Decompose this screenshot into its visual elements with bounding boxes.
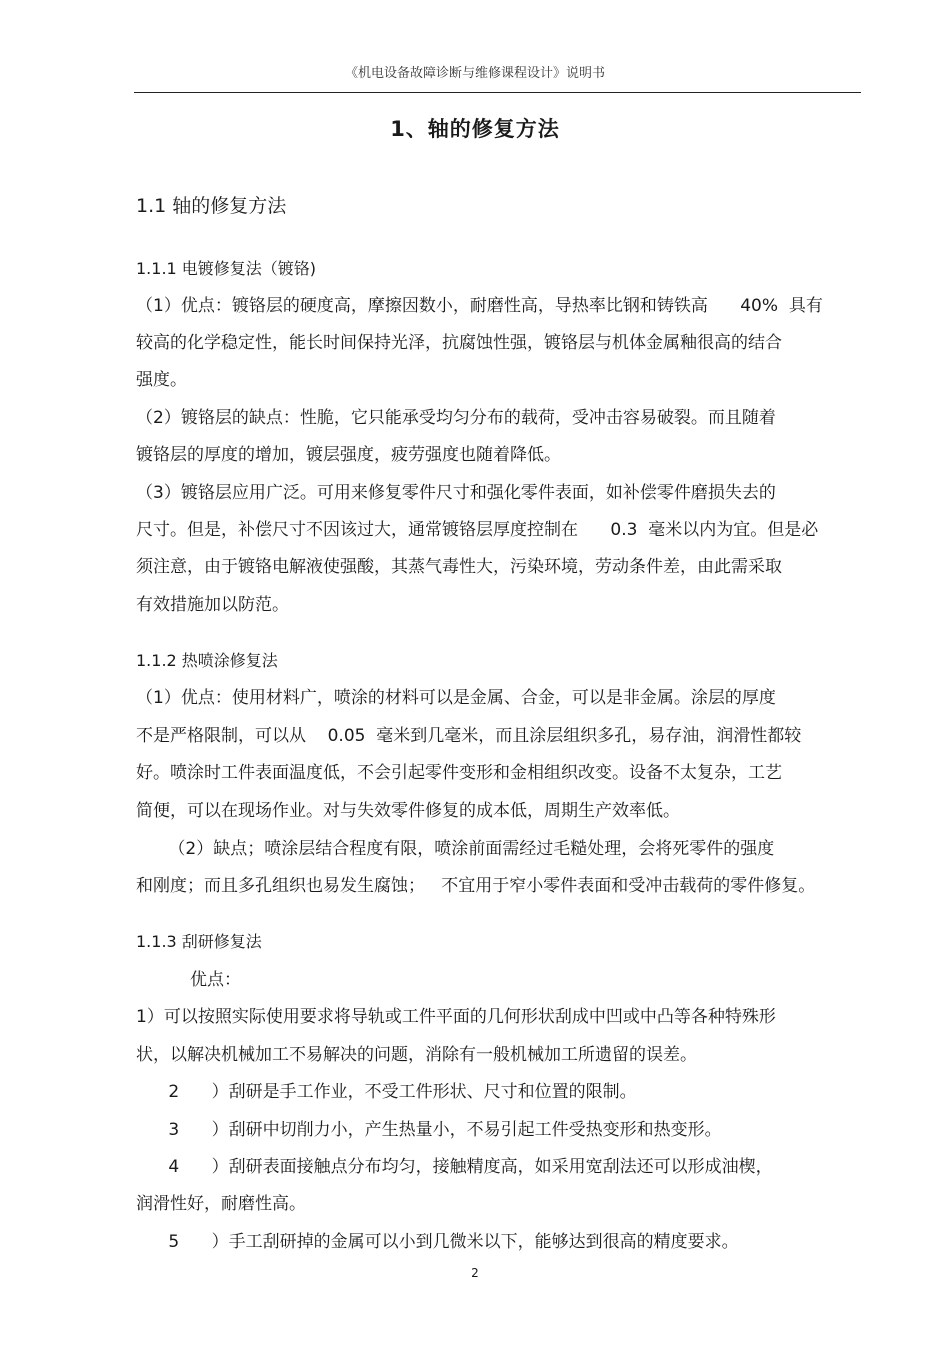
paragraph-line: （2）缺点；喷涂层结合程度有限，喷涂前面需经过毛糙处理，会将死零件的强度	[136, 839, 775, 859]
paragraph-line: 强度。	[136, 370, 187, 390]
paragraph-line: 1）可以按照实际使用要求将导轨或工件平面的几何形状刮成中凹或中凸等各种特殊形	[136, 1007, 776, 1027]
paragraph-line: 和刚度；而且多孔组织也易发生腐蚀； 不宜用于窄小零件表面和受冲击载荷的零件修复。	[136, 876, 816, 896]
paragraph-line: 简便，可以在现场作业。对与失效零件修复的成本低，周期生产效率低。	[136, 801, 680, 821]
list-item: 4 ）刮研表面接触点分布均匀，接触精度高，如采用宽刮法还可以形成油楔，	[136, 1157, 773, 1177]
paragraph-line: （1）优点：镀铬层的硬度高，摩擦因数小，耐磨性高，导热率比钢和铸铁高 40% 具有	[136, 296, 823, 316]
paragraph-line: 有效措施加以防范。	[136, 595, 289, 615]
paragraph-line: 好。喷涂时工件表面温度低，不会引起零件变形和金相组织改变。设备不太复杂，工艺	[136, 763, 782, 783]
paragraph-line: 尺寸。但是，补偿尺寸不因该过大，通常镀铬层厚度控制在 0.3 毫米以内为宜。但是必	[136, 520, 819, 540]
paragraph-line: （2）镀铬层的缺点：性脆，它只能承受均匀分布的载荷，受冲击容易破裂。而且随着	[136, 408, 776, 428]
subsection-heading-1: 1.1.1 电镀修复法（镀铬)	[136, 259, 317, 278]
paragraph-line: 状，以解决机械加工不易解决的问题，消除有一般机械加工所遗留的误差。	[136, 1045, 697, 1065]
subsection-heading-3: 1.1.3 刮研修复法	[136, 932, 262, 951]
paragraph-line: 须注意，由于镀铬电解液使强酸，其蒸气毒性大，污染环境，劳动条件差，由此需采取	[136, 557, 782, 577]
paragraph-line: 不是严格限制，可以从 0.05 毫米到几毫米，而且涂层组织多孔，易存油，润滑性都较	[136, 726, 802, 746]
page-header: 《机电设备故障诊断与维修课程设计》说明书	[344, 66, 605, 81]
chapter-title: 1、轴的修复方法	[390, 117, 560, 141]
page-number: 2	[471, 1266, 479, 1280]
paragraph-line: （1）优点：使用材料广，喷涂的材料可以是金属、合金，可以是非金属。涂层的厚度	[136, 688, 776, 708]
list-item: 2 ）刮研是手工作业，不受工件形状、尺寸和位置的限制。	[136, 1082, 637, 1102]
subsection-heading-2: 1.1.2 热喷涂修复法	[136, 651, 278, 670]
header-rule	[134, 92, 861, 93]
list-item: 3 ）刮研中切削力小，产生热量小，不易引起工件受热变形和热变形。	[136, 1120, 722, 1140]
section-heading: 1.1 轴的修复方法	[136, 195, 287, 217]
paragraph-line: 较高的化学稳定性，能长时间保持光泽，抗腐蚀性强，镀铬层与机体金属釉很高的结合	[136, 333, 782, 353]
paragraph-line: 优点：	[136, 970, 242, 990]
list-item: 5 ）手工刮研掉的金属可以小到几微米以下，能够达到很高的精度要求。	[136, 1232, 739, 1252]
paragraph-line: 镀铬层的厚度的增加，镀层强度，疲劳强度也随着降低。	[136, 445, 561, 465]
paragraph-line: （3）镀铬层应用广泛。可用来修复零件尺寸和强化零件表面，如补偿零件磨损失去的	[136, 483, 776, 503]
paragraph-line: 润滑性好，耐磨性高。	[136, 1194, 306, 1214]
